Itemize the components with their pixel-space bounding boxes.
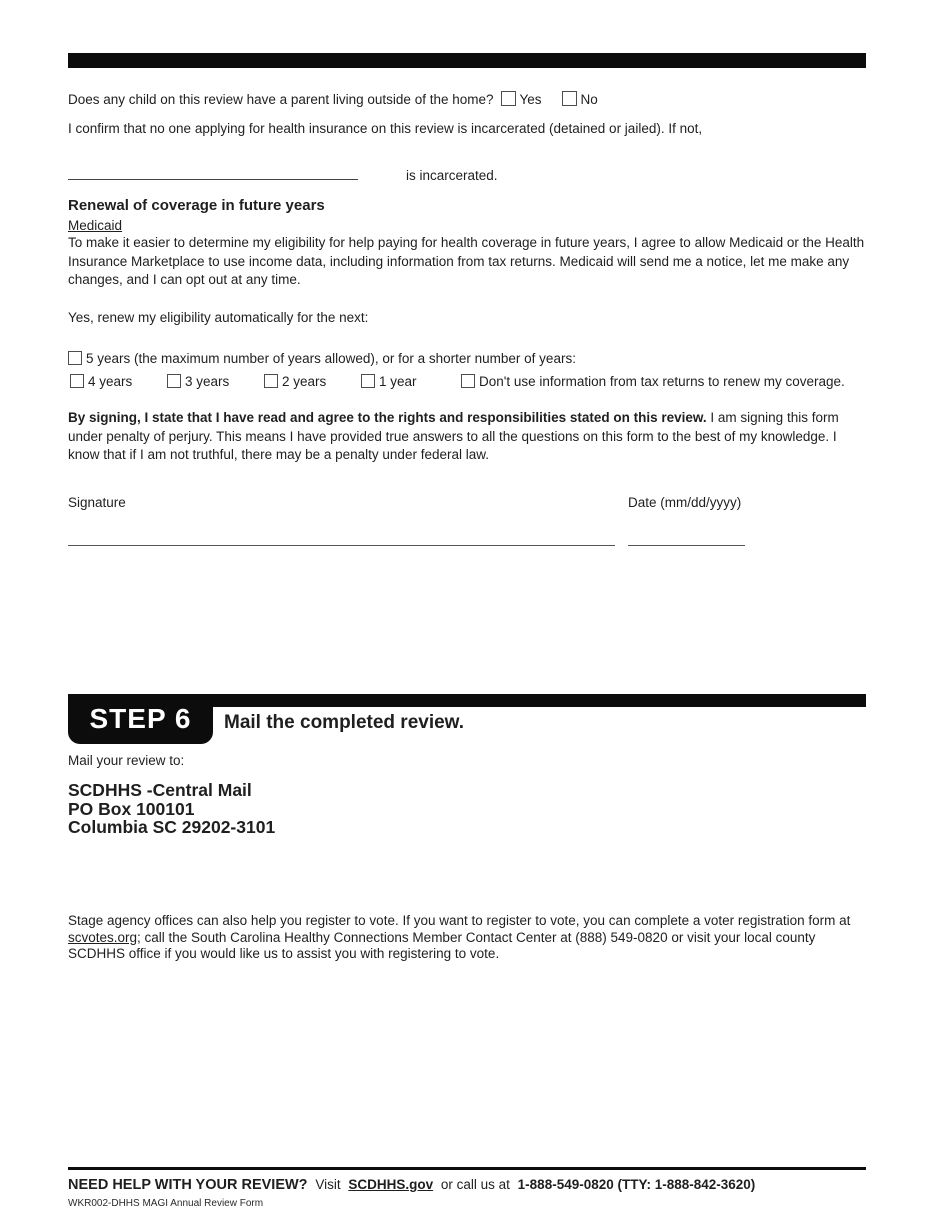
incarcerated-confirm-text: I confirm that no one applying for health insurance on this review is incarcerated (detained or jailed). If not, — [68, 121, 703, 136]
option-item-1-year — [361, 373, 417, 392]
address-line-3: Columbia SC 29202-3101 — [68, 817, 276, 837]
checkbox-no[interactable] — [562, 91, 577, 106]
form-code-text: WKR002-DHHS MAGI Annual Review Form — [68, 1198, 264, 1209]
checkbox-no-label: No — [580, 92, 598, 107]
voter-text-after: ; call the South Carolina Healthy Connections Member Contact Center at (888) 549-0820 or visit your local county SCDHHS office if you would like us to assist you with registering to vote. — [68, 929, 816, 961]
question-parent-outside-text: Does any child on this review have a parent living outside of the home? — [68, 92, 494, 107]
checkbox-no-tax-returns[interactable] — [461, 374, 475, 388]
scdhhs-gov-link[interactable]: SCDHHS.gov — [348, 1177, 434, 1192]
renewal-subheading-medicaid: Medicaid — [68, 218, 123, 233]
voter-text-before: Stage agency offices can also help you register to vote. If you want to register to vote, you can complete a voter registration form at — [68, 913, 851, 928]
signing-paragraph — [68, 409, 868, 465]
footer-visit-text: Visit — [315, 1177, 341, 1192]
checkbox-5-years[interactable] — [68, 351, 82, 365]
question-parent-outside — [68, 91, 888, 110]
footer-phone-numbers: 1-888-549-0820 (TTY: 1-888-842-3620) — [517, 1177, 756, 1192]
date-label: Date (mm/dd/yyyy) — [628, 495, 742, 510]
signing-body-text: I am signing this form under penalty of perjury. This means I have provided true answers to all the questions on this form to the best of my knowledge. I know that if I am not truthful, there may be a penalty under federal law. — [68, 410, 839, 462]
checkbox-yes[interactable] — [501, 91, 516, 106]
signature-label: Signature — [68, 495, 126, 510]
option-item-4-years — [70, 373, 132, 392]
checkbox-2-years[interactable] — [264, 374, 278, 388]
incarcerated-suffix-text: is incarcerated. — [406, 168, 498, 183]
checkbox-3-years[interactable] — [167, 374, 181, 388]
renewal-body-paragraph: To make it easier to determine my eligibility for help paying for health coverage in future years, I agree to allow Medicaid or the Health Insurance Marketplace to use income data, including information from tax returns. Medicaid will send me a notice, let me make any changes, and I can opt out at any time. — [68, 235, 865, 287]
section-divider-bar — [68, 53, 866, 68]
mailing-address-block — [68, 781, 275, 837]
address-line-1: SCDHHS -Central Mail — [68, 780, 252, 800]
option-2-years-label: 2 years — [282, 374, 327, 389]
footer-help-heading: NEED HELP WITH YOUR REVIEW? — [68, 1177, 308, 1193]
option-row-5-years — [68, 350, 868, 369]
option-item-no-tax-returns — [461, 373, 845, 392]
date-line[interactable] — [628, 545, 745, 546]
option-item-2-years — [264, 373, 326, 392]
option-1-year-label: 1 year — [379, 374, 417, 389]
incarcerated-fill-row — [68, 164, 668, 186]
option-row-shorter-years — [0, 373, 950, 393]
option-3-years-label: 3 years — [185, 374, 230, 389]
option-4-years-label: 4 years — [88, 374, 133, 389]
mail-prompt-text: Mail your review to: — [68, 753, 185, 768]
checkbox-1-year[interactable] — [361, 374, 375, 388]
option-item-3-years — [167, 373, 229, 392]
footer-call-text: or call us at — [440, 1177, 510, 1192]
renewal-heading: Renewal of coverage in future years — [68, 197, 325, 214]
checkbox-4-years[interactable] — [70, 374, 84, 388]
address-line-2: PO Box 100101 — [68, 798, 195, 819]
option-no-tax-returns-label: Don't use information from tax returns to renew my coverage. — [479, 374, 845, 389]
signature-line[interactable] — [68, 545, 615, 546]
voter-registration-paragraph — [68, 913, 868, 963]
option-5-years-label: 5 years (the maximum number of years allowed), or for a shorter number of years: — [86, 351, 576, 366]
checkbox-yes-label: Yes — [519, 92, 542, 107]
step6-title: Mail the completed review. — [224, 712, 465, 733]
footer-divider-line — [68, 1167, 866, 1170]
footer-help-row — [68, 1177, 888, 1193]
incarcerated-name-blank[interactable] — [68, 164, 358, 180]
step6-badge: STEP 6 — [68, 694, 213, 744]
scvotes-link[interactable]: scvotes.org — [68, 929, 138, 945]
signing-bold-intro: By signing, I state that I have read and agree to the rights and responsibilities stated on this review. — [68, 410, 707, 425]
renew-prompt-text: Yes, renew my eligibility automatically for the next: — [68, 310, 369, 325]
